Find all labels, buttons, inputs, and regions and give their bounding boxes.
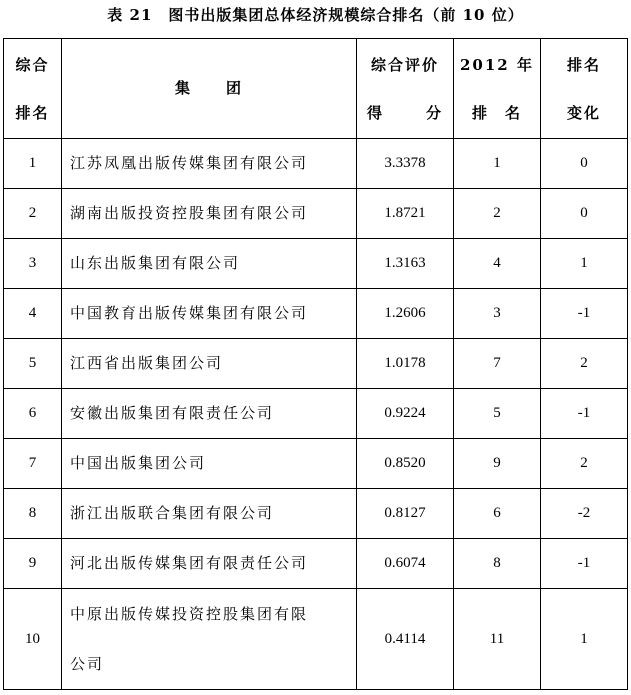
ranking-table (3, 38, 628, 690)
rank-cell: 3 (4, 239, 62, 289)
rank-2012-cell: 11 (454, 589, 541, 690)
rank-change-cell: 0 (541, 189, 628, 239)
rank-cell: 8 (4, 489, 62, 539)
table-row (4, 439, 628, 489)
rank-cell: 7 (4, 439, 62, 489)
group-name-cell: 中原出版传媒投资控股集团有限公司 (62, 589, 357, 690)
group-name-cell: 浙江出版联合集团有限公司 (62, 489, 357, 539)
rank-cell: 9 (4, 539, 62, 589)
rank-change-cell: -2 (541, 489, 628, 539)
rank-change-cell: -1 (541, 389, 628, 439)
rank-cell: 10 (4, 589, 62, 690)
group-name-cell: 湖南出版投资控股集团有限公司 (62, 189, 357, 239)
score-cell: 0.8520 (357, 439, 454, 489)
table-row (4, 539, 628, 589)
rank-change-cell: 2 (541, 339, 628, 389)
rank-cell: 4 (4, 289, 62, 339)
rank-change-cell: 1 (541, 589, 628, 690)
rank-cell: 1 (4, 139, 62, 189)
table-caption: 表 21 图书出版集团总体经济规模综合排名（前 10 位） (107, 6, 524, 24)
score-cell: 1.0178 (357, 339, 454, 389)
header-rank: 综合 排名 (4, 39, 62, 139)
header-rank-2012: 2012 年 排 名 (454, 39, 541, 139)
table-row (4, 589, 628, 690)
rank-cell: 5 (4, 339, 62, 389)
group-name-cell: 江苏凤凰出版传媒集团有限公司 (62, 139, 357, 189)
score-cell: 0.8127 (357, 489, 454, 539)
rank-2012-cell: 3 (454, 289, 541, 339)
header-rank-change: 排名 变化 (541, 39, 628, 139)
table-row (4, 389, 628, 439)
group-name-cell: 中国教育出版传媒集团有限公司 (62, 289, 357, 339)
header-group: 集 团 (62, 39, 357, 139)
rank-2012-cell: 9 (454, 439, 541, 489)
score-cell: 3.3378 (357, 139, 454, 189)
rank-change-cell: -1 (541, 289, 628, 339)
score-cell: 1.2606 (357, 289, 454, 339)
group-name-cell: 江西省出版集团公司 (62, 339, 357, 389)
rank-cell: 2 (4, 189, 62, 239)
rank-2012-cell: 6 (454, 489, 541, 539)
group-name-cell: 山东出版集团有限公司 (62, 239, 357, 289)
group-name-cell: 中国出版集团公司 (62, 439, 357, 489)
rank-2012-cell: 2 (454, 189, 541, 239)
rank-change-cell: 1 (541, 239, 628, 289)
table-row (4, 139, 628, 189)
group-name-cell: 安徽出版集团有限责任公司 (62, 389, 357, 439)
rank-change-cell: -1 (541, 539, 628, 589)
score-cell: 1.3163 (357, 239, 454, 289)
rank-2012-cell: 7 (454, 339, 541, 389)
header-score: 综合评价 得 分 (357, 39, 454, 139)
group-name-cell: 河北出版传媒集团有限责任公司 (62, 539, 357, 589)
rank-2012-cell: 5 (454, 389, 541, 439)
rank-cell: 6 (4, 389, 62, 439)
rank-change-cell: 2 (541, 439, 628, 489)
table-row (4, 339, 628, 389)
score-cell: 0.6074 (357, 539, 454, 589)
rank-2012-cell: 4 (454, 239, 541, 289)
rank-change-cell: 0 (541, 139, 628, 189)
header-row (4, 39, 628, 139)
score-cell: 1.8721 (357, 189, 454, 239)
score-cell: 0.4114 (357, 589, 454, 690)
rank-2012-cell: 1 (454, 139, 541, 189)
score-cell: 0.9224 (357, 389, 454, 439)
table-row (4, 489, 628, 539)
table-row (4, 239, 628, 289)
table-row (4, 289, 628, 339)
rank-2012-cell: 8 (454, 539, 541, 589)
table-row (4, 189, 628, 239)
